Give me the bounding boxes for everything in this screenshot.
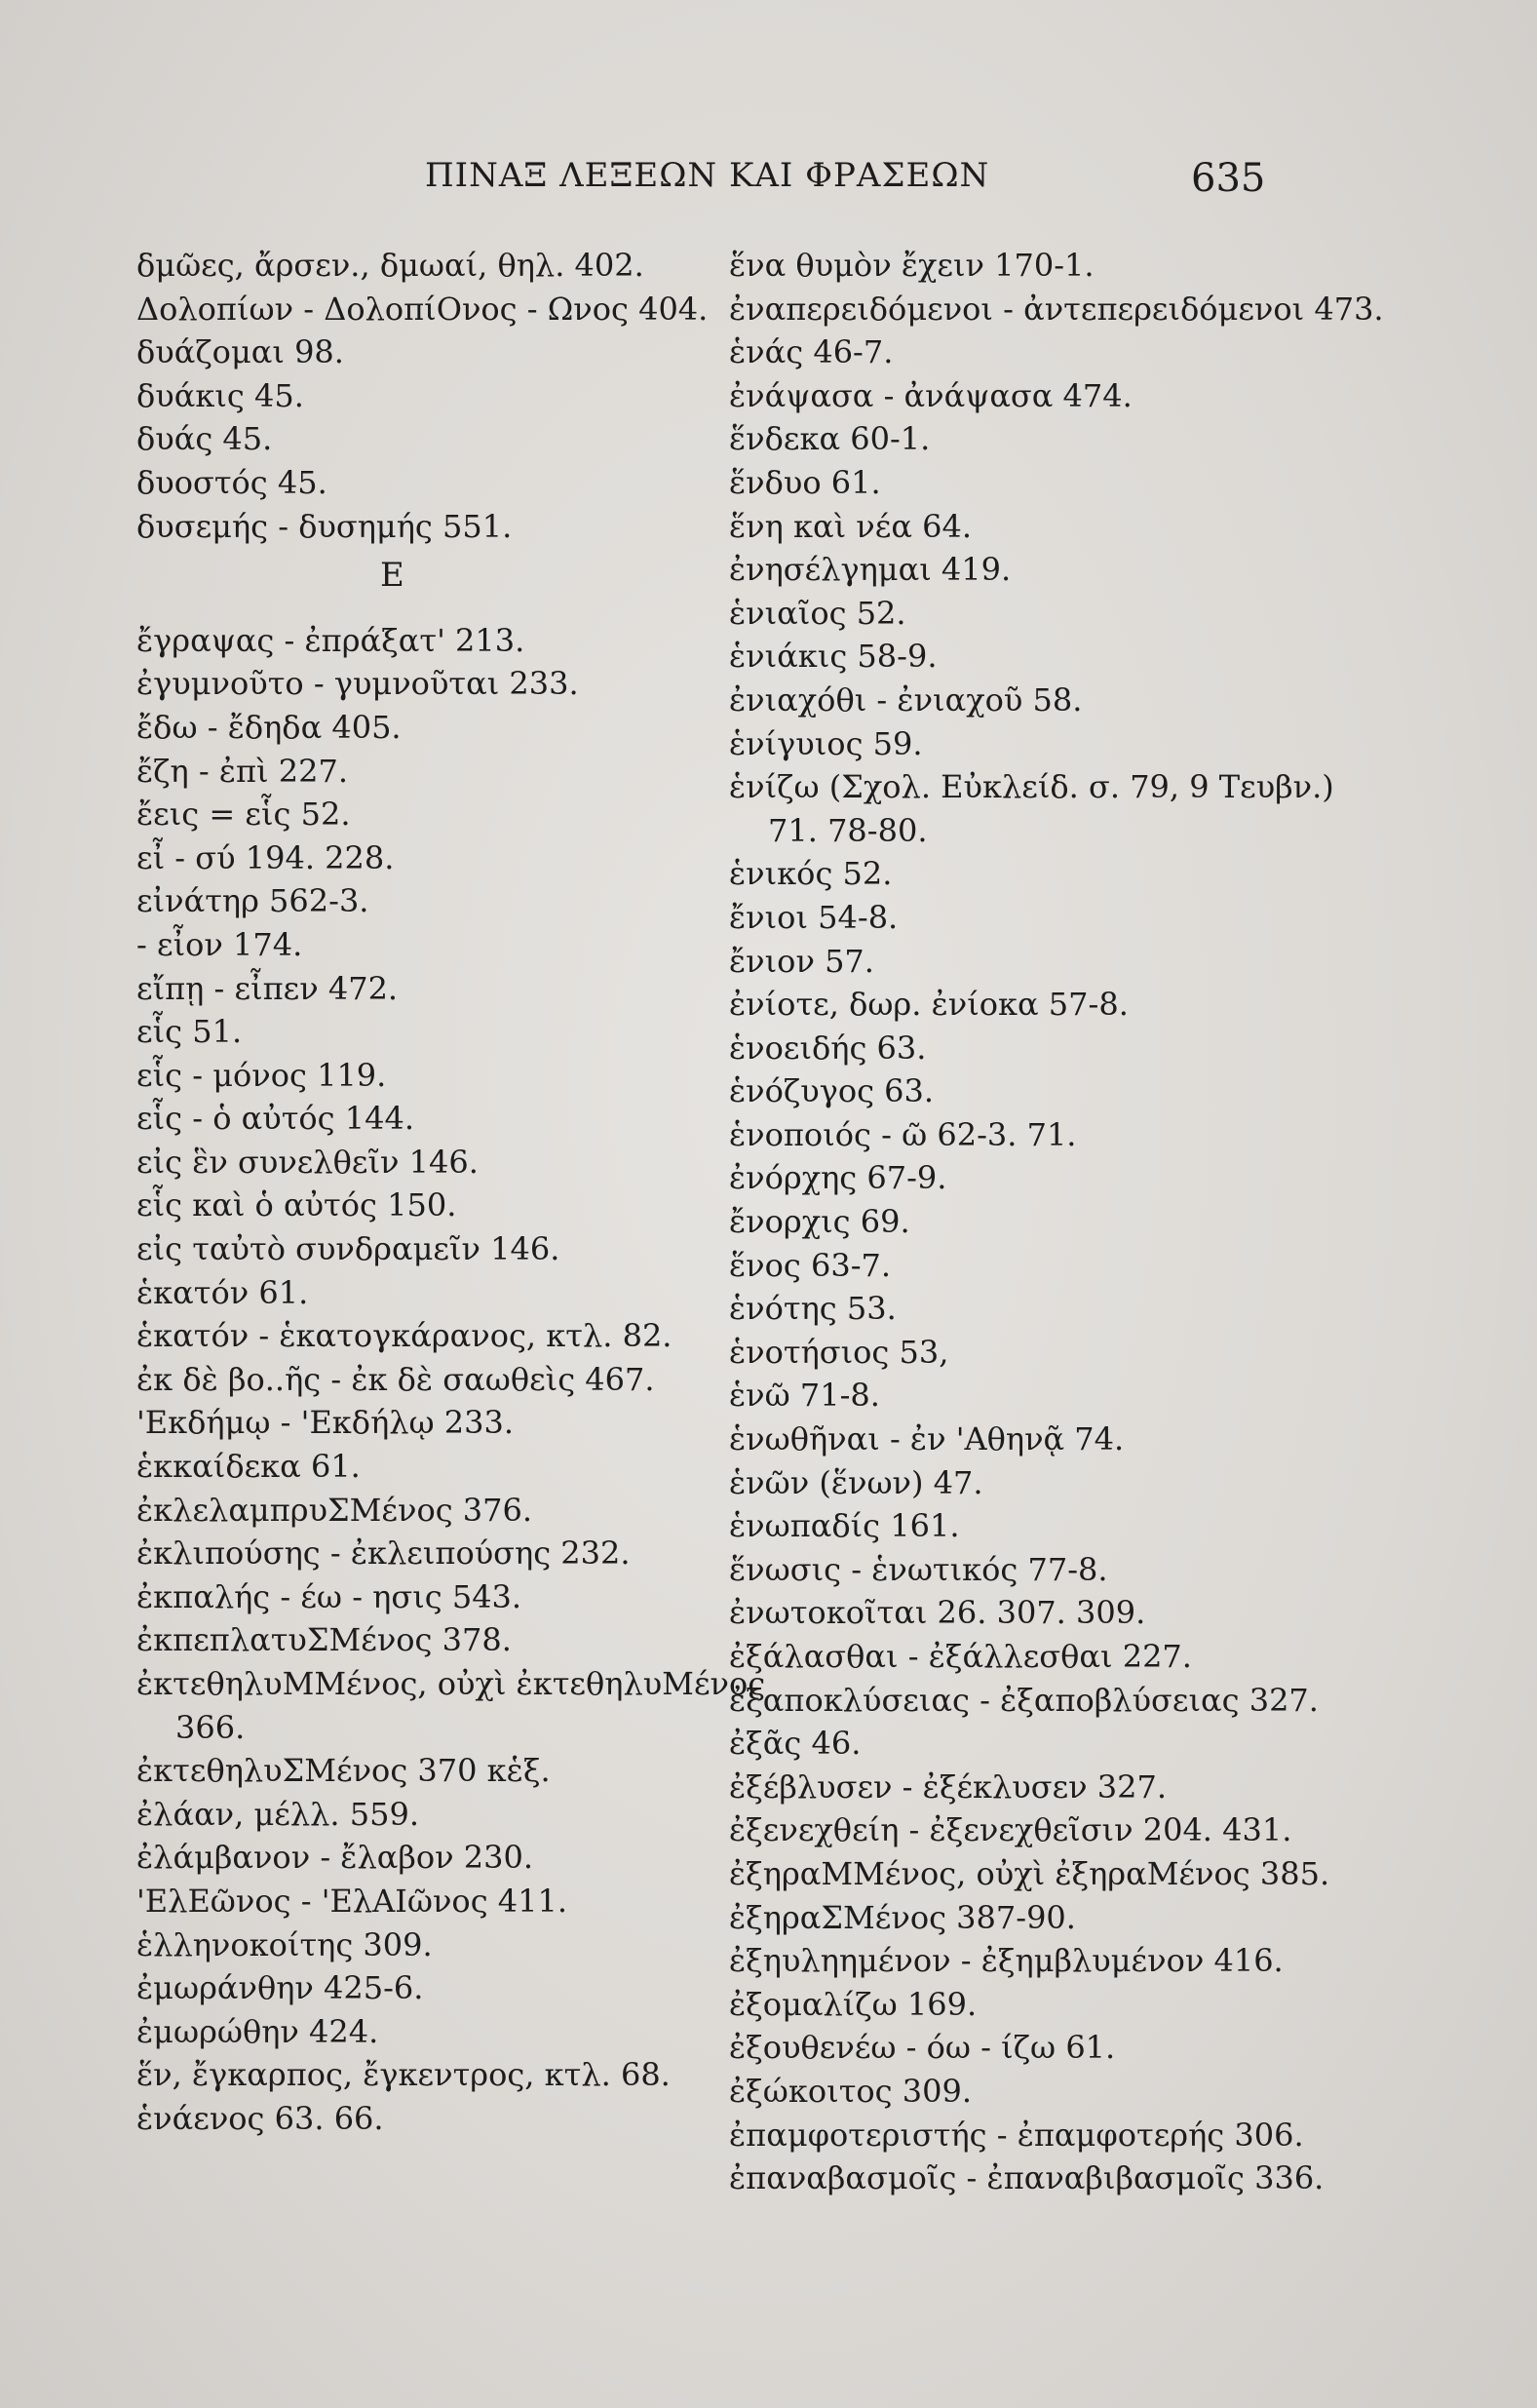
index-entry: εἰνάτηρ 562-3. [136,882,369,920]
index-entry: εἷς 51. [136,1013,243,1051]
index-entry: ἐκ δὲ βο..ῆς - ἐκ δὲ σαωθεὶς 467. [136,1360,655,1398]
index-entry: ἔνορχις 69. [729,1203,910,1241]
index-entry: ἑκατόν 61. [136,1273,309,1311]
index-entry: ἐμωράνθην 425-6. [136,1969,424,2007]
index-entry: ἑνωθῆναι - ἐν 'Αθηνᾷ 74. [729,1420,1125,1458]
index-entry: δυοστός 45. [136,463,327,501]
index-entry: ἐξενεχθείη - ἐξενεχθεῖσιν 204. 431. [729,1811,1292,1849]
index-entry: ἐγυμνοῦτο - γυμνοῦται 233. [136,665,579,703]
index-entry: δυάς 45. [136,420,273,458]
index-entry: ἐμωρώθην 424. [136,2012,379,2050]
index-entry: ἐναπερειδόμενοι - ἀντεπερειδόμενοι 473. [729,290,1384,328]
index-entry: ἑλληνοκοίτης 309. [136,1925,433,1963]
index-entry: εἷς - μόνος 119. [136,1056,387,1094]
index-entry: ἑνόζυγος 63. [729,1072,935,1110]
index-entry: ἕνα θυμὸν ἔχειν 170-1. [729,247,1095,284]
index-entry: ἐλάαν, μέλλ. 559. [136,1795,419,1833]
index-entry: ἑκκαίδεκα 61. [136,1448,361,1486]
index-entry: δυάζομαι 98. [136,333,344,371]
index-entry: εἷς καὶ ὁ αὐτός 150. [136,1186,457,1224]
right-entries [729,244,1384,2200]
index-entry: ἑνιάκις 58-9. [729,638,938,676]
left-entries-after [136,619,766,2141]
index-entry: 366. [175,1708,246,1746]
index-entry: ἔδω - ἔδηδα 405. [136,708,402,746]
index-entry: ἕνος 63-7. [729,1246,892,1284]
index-entry: - εἶον 174. [136,925,303,963]
index-entry: ἐκλιπούσης - ἐκλειπούσης 232. [136,1534,631,1573]
index-entry: ἕνωσις - ἑνωτικός 77-8. [729,1550,1108,1588]
index-entry: ἑνοειδής 63. [729,1029,927,1067]
index-entry: ἐξομαλίζω 169. [729,1985,978,2023]
index-entry: ἐξηραΣΜένος 387-90. [729,1898,1076,1936]
index-entry: ἐξάλασθαι - ἐξάλλεσθαι 227. [729,1638,1192,1675]
index-entry: ἐνάψασα - ἀνάψασα 474. [729,376,1133,414]
section-letter: Ε [380,556,404,596]
index-entry: ἐνιαχόθι - ἐνιαχοῦ 58. [729,680,1083,719]
index-entry: ἔεις = εἷς 52. [136,796,351,834]
index-entry: ἔνιον 57. [729,942,874,980]
index-entry: δυσεμής - δυσημής 551. [136,507,513,545]
index-entry: ἐξέβλυσεν - ἐξέκλυσεν 327. [729,1767,1168,1806]
index-entry: ἑνῶ 71-8. [729,1377,880,1415]
index-entry: ἔνιοι 54-8. [729,898,899,936]
index-entry: ἐξώκοιτος 309. [729,2072,973,2110]
index-entry: ἐκτεθηλυΜΜένος, οὐχὶ ἐκτεθηλυΜένος [136,1665,766,1702]
index-entry: ἑνάς 46-7. [729,333,894,371]
index-entry: ἐνησέλγημαι 419. [729,551,1012,589]
left-entries-before [136,244,709,548]
index-entry: ἔζη - ἐπὶ 227. [136,752,349,790]
index-entry: ἑνίζω (Σχολ. Εὐκλείδ. σ. 79, 9 Τευβν.) [729,768,1334,806]
left-column [136,244,766,2141]
index-entry: ἑνίγυιος 59. [729,724,923,762]
index-entry: ἐνίοτε, δωρ. ἐνίοκα 57-8. [729,986,1129,1024]
index-entry: ἑνῶν (ἕνων) 47. [729,1463,983,1501]
index-entry: ἐλάμβανον - ἔλαβον 230. [136,1839,533,1877]
index-entry: δυάκις 45. [136,376,304,414]
index-entry: ἔγραψας - ἐπράξατ' 213. [136,621,525,659]
index-entry: δμῶες, ἄρσεν., δμωαί, θηλ. 402. [136,247,644,284]
index-entry: ἐπαμφοτεριστής - ἐπαμφοτερής 306. [729,2116,1304,2154]
index-entry: ἑνωπαδίς 161. [729,1507,960,1545]
index-entry: ἑνιαῖος 52. [729,594,906,632]
right-column [729,244,1384,2200]
index-entry: ἐξηραΜΜένος, οὐχὶ ἐξηραΜένος 385. [729,1854,1330,1892]
index-entry: εἷς - ὁ αὐτός 144. [136,1100,415,1138]
index-entry: ἐκπαλής - έω - ησις 543. [136,1577,522,1615]
index-entry: ἐκπεπλατυΣΜένος 378. [136,1621,512,1659]
index-entry: ἕνη καὶ νέα 64. [729,507,972,545]
index-entry: ἕνδεκα 60-1. [729,420,931,458]
running-head: ΠΙΝΑΞ ΛΕΞΕΩΝ ΚΑΙ ΦΡΑΣΕΩΝ [425,156,990,195]
index-entry: ἕν, ἔγκαρπος, ἔγκεντρος, κτλ. 68. [136,2056,671,2094]
index-entry: ἐνωτοκοῖται 26. 307. 309. [729,1594,1146,1632]
page-number: 635 [1191,156,1266,201]
index-entry: ἑνικός 52. [729,855,893,893]
index-entry: ἑνάενος 63. 66. [136,2099,384,2137]
index-entry: ἐκλελαμπρυΣΜένος 376. [136,1491,533,1529]
index-entry: ἑνοτήσιος 53, [729,1333,949,1371]
index-entry: ἐξουθενέω - όω - ίζω 61. [729,2029,1116,2067]
index-entry: Δολοπίων - ΔολοπίΟνος - Ωνος 404. [136,290,709,328]
index-entry: ἑνότης 53. [729,1290,897,1328]
index-entry: εἰς ταὐτὸ συνδραμεῖν 146. [136,1230,560,1268]
index-entry: εἶ - σύ 194. 228. [136,838,395,876]
index-entry: εἴπῃ - εἶπεν 472. [136,969,399,1007]
index-entry: ἐξηυληημένον - ἐξημβλυμένον 416. [729,1942,1284,1980]
index-entry: ἕνδυο 61. [729,463,881,501]
index-entry: ἐκτεθηλυΣΜένος 370 κἑξ. [136,1752,551,1790]
index-entry: 71. 78-80. [768,811,928,849]
index-entry: ἐξαποκλύσειας - ἐξαποβλύσειας 327. [729,1681,1319,1719]
index-entry: ἑκατόν - ἑκατογκάρανος, κτλ. 82. [136,1317,672,1355]
index-entry: ἐξᾶς 46. [729,1725,862,1763]
index-entry: ἐνόρχης 67-9. [729,1159,947,1197]
index-entry: 'ΕλΕῶνος - 'ΕλΑΙῶνος 411. [136,1882,568,1920]
index-entry: ἐπαναβασμοῖς - ἐπαναβιβασμοῖς 336. [729,2159,1325,2197]
index-entry: 'Εκδήμῳ - 'Εκδήλῳ 233. [136,1404,515,1442]
index-entry: ἑνοποιός - ῶ 62-3. 71. [729,1115,1077,1153]
index-entry: εἰς ἓν συνελθεῖν 146. [136,1143,479,1181]
